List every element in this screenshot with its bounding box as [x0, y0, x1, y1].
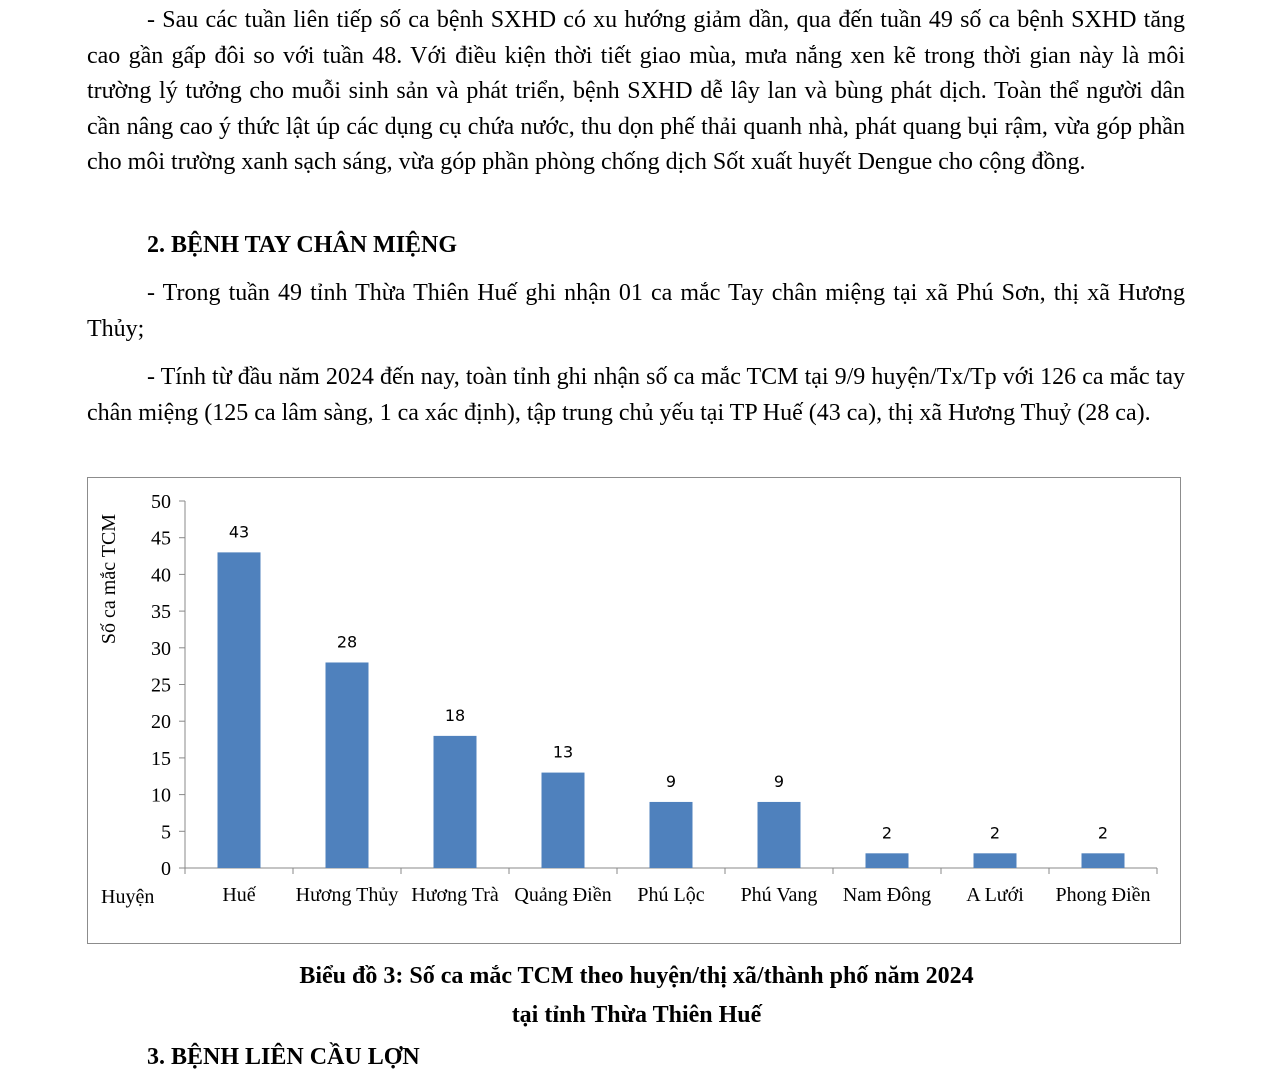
category-label: Phong Điền [1055, 884, 1151, 906]
category-label: Hương Trà [411, 884, 499, 906]
bar [326, 662, 369, 868]
data-label: 2 [1097, 823, 1109, 843]
y-tick-label: 40 [151, 564, 171, 587]
y-tick-label: 50 [151, 491, 171, 513]
chart-caption-line1: Biểu đồ 3: Số ca mắc TCM theo huyện/thị xã/thành phố năm 2024 [299, 963, 974, 989]
bar [1082, 853, 1125, 868]
category-label: Phú Lộc [637, 884, 705, 906]
y-axis-title: Số ca mắc TCM [98, 513, 120, 645]
paragraph-week49-case: - Trong tuần 49 tỉnh Thừa Thiên Huế ghi nhận 01 ca mắc Tay chân miệng tại xã Phú Sơn, thị xã Hương Thủy; [87, 280, 1185, 342]
paragraph-dengue-warning: - Sau các tuần liên tiếp số ca bệnh SXHD có xu hướng giảm dần, qua đến tuần 49 số ca bệnh SXHD tăng cao gần gấp đôi so với tuần 48. Với điều kiện thời tiết giao mùa, mưa nắng xen kẽ trong thời gian này là môi trường lý tưởng cho muỗi sinh sản và phát triển, bệnh SXHD dễ lây lan và bùng phát dịch. Toàn thể người dân cần nâng cao ý thức lật úp các dụng cụ chứa nước, thu dọn phế thải quanh nhà, phát quang bụi rậm, vừa góp phần cho môi trường xanh sạch sáng, vừa góp phần phòng chống dịch Sốt xuất huyết Dengue cho cộng đồng. [87, 7, 1185, 175]
y-tick-label: 25 [151, 674, 171, 697]
bar [434, 736, 477, 868]
bar [974, 853, 1017, 868]
data-label: 2 [989, 823, 1001, 843]
section-heading-streptococcus-suis: 3. BỆNH LIÊN CẦU LỢN [147, 1044, 420, 1070]
bar [650, 802, 693, 868]
category-label: Phú Vang [740, 884, 818, 906]
bar [218, 552, 261, 868]
bar [542, 773, 585, 868]
data-label: 28 [336, 632, 358, 652]
data-label: 13 [552, 742, 574, 762]
y-tick-label: 5 [161, 821, 171, 844]
category-label: Hương Thủy [295, 884, 399, 906]
y-tick-label: 0 [161, 858, 171, 880]
category-label: Huế [222, 884, 256, 906]
data-label: 9 [773, 771, 785, 791]
y-tick-label: 15 [151, 747, 171, 770]
y-tick-label: 35 [151, 601, 171, 624]
category-label: Quảng Điền [514, 884, 612, 906]
data-label: 43 [228, 522, 250, 542]
category-label: Nam Đông [842, 884, 932, 906]
y-tick-label: 45 [151, 527, 171, 550]
data-label: 18 [444, 705, 466, 725]
chart-caption-line2: tại tỉnh Thừa Thiên Huế [511, 1002, 762, 1028]
y-tick-label: 10 [151, 784, 171, 807]
y-tick-label: 20 [151, 711, 171, 734]
data-label: 2 [881, 823, 893, 843]
y-tick-label: 30 [151, 637, 171, 660]
chart-frame [87, 477, 1181, 944]
category-label: A Lưới [966, 884, 1024, 906]
bar [758, 802, 801, 868]
paragraph-year-summary: - Tính từ đầu năm 2024 đến nay, toàn tỉnh ghi nhận số ca mắc TCM tại 9/9 huyện/Tx/Tp với 126 ca mắc tay chân miệng (125 ca lâm sàng, 1 ca xác định), tập trung chủ yếu tại TP Huế (43 ca), thị xã Hương Thuỷ (28 ca). [87, 364, 1185, 426]
data-label: 9 [665, 771, 677, 791]
bar-chart [88, 478, 1182, 945]
x-axis-title: Huyện [101, 886, 155, 908]
bar [866, 853, 909, 868]
section-heading-hand-foot-mouth: 2. BỆNH TAY CHÂN MIỆNG [147, 232, 458, 258]
